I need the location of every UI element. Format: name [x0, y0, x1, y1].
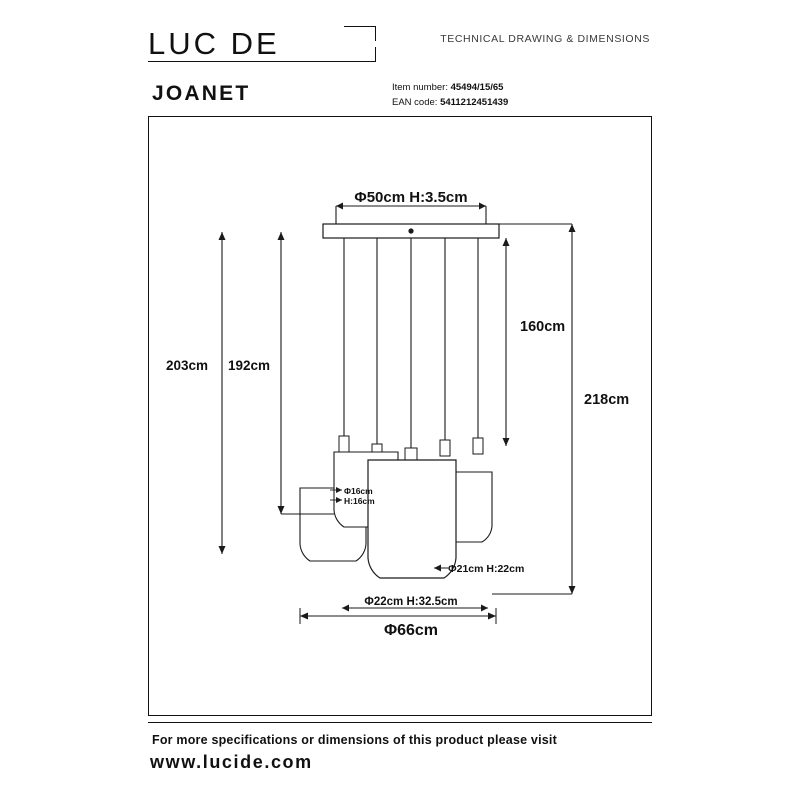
dim-height-218: 218cm [584, 392, 630, 408]
product-meta [392, 80, 508, 110]
logo-wordmark: LUC DE [148, 26, 280, 61]
item-number-row [392, 80, 508, 95]
page-title: JOANET [152, 82, 251, 105]
dim-height-192: 192cm [227, 358, 270, 373]
lucide-logo [148, 26, 376, 62]
dim-shade-large: Φ22cm H:32.5cm [364, 596, 458, 608]
footer-website-link[interactable]: www.lucide.com [150, 752, 313, 772]
dim-drop-160: 160cm [520, 319, 566, 335]
item-number-value: 45494/15/65 [450, 82, 504, 93]
dim-shade-medium: Φ21cm H:22cm [448, 563, 525, 575]
footer-note: For more specifications or dimensions of this product please visit [152, 733, 557, 747]
footer-divider [148, 722, 652, 723]
ean-label: EAN code: [392, 97, 438, 108]
technical-drawing-label: TECHNICAL DRAWING & DIMENSIONS [440, 33, 650, 45]
logo-corner-bottom-right [361, 47, 376, 62]
logo-corner-top-right [361, 26, 376, 41]
dim-shade-small-diameter: Φ16cm [344, 486, 373, 496]
item-number-label: Item number: [392, 82, 448, 93]
ean-row [392, 95, 508, 110]
dim-canopy: Φ50cm H:3.5cm [354, 189, 468, 206]
ean-value: 5411212451439 [440, 97, 509, 108]
product-technical-drawing [148, 116, 652, 716]
dim-height-203: 203cm [165, 358, 208, 373]
dim-shade-small-height: H:16cm [344, 496, 375, 506]
logo-top-rule [344, 26, 362, 27]
logo-underline [148, 61, 362, 62]
dim-spread-66: Φ66cm [383, 622, 439, 639]
